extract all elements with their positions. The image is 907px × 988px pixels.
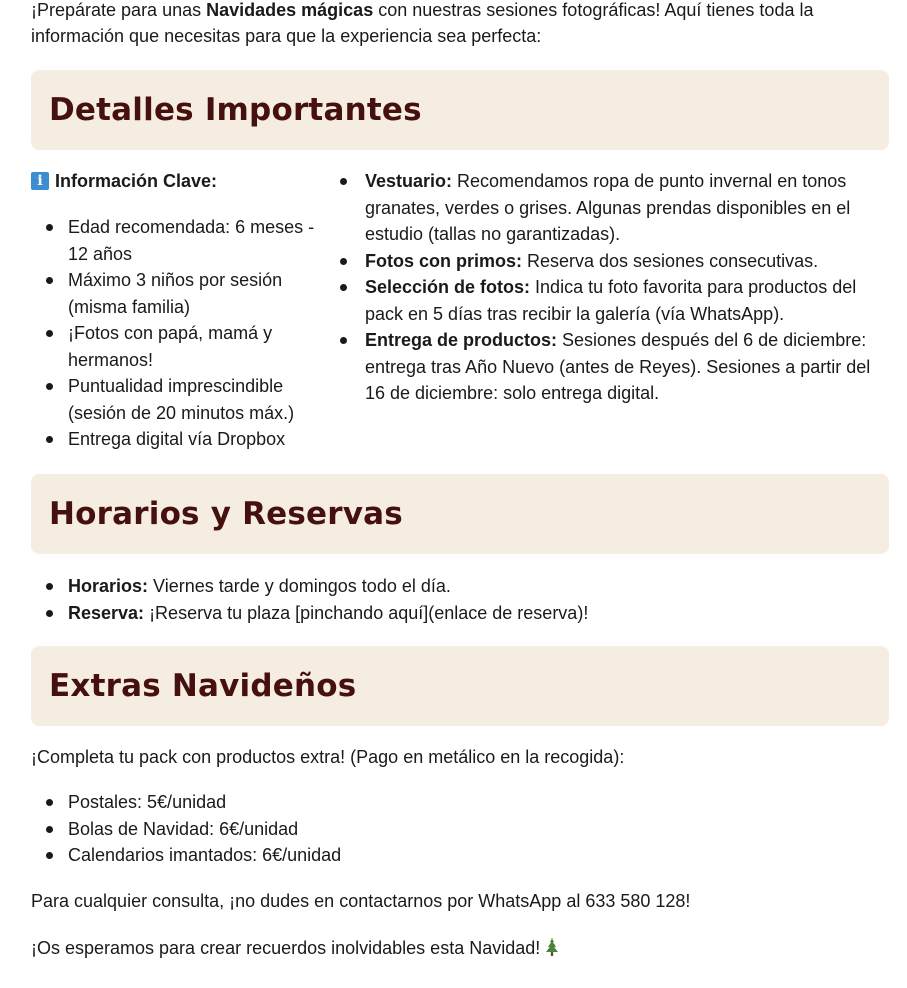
detail-entrega: Entrega de productos: Sesiones después del 6 de diciembre: entrega tras Año Nuevo (antes de Reyes). Sesiones a partir del 16 de diciembre: solo entrega digital. xyxy=(328,327,893,407)
list-item: Puntualidad imprescindible (sesión de 20 minutos máx.) xyxy=(31,373,321,426)
list-item: ¡Fotos con papá, mamá y hermanos! xyxy=(31,320,321,373)
key-info-list xyxy=(31,214,321,453)
schedule-booking: Reserva: ¡Reserva tu plaza [pinchando aquí](enlace de reserva)! xyxy=(31,600,889,627)
detail-primos: Fotos con primos: Reserva dos sesiones consecutivas. xyxy=(328,248,893,275)
list-item: Máximo 3 niños por sesión (misma familia) xyxy=(31,267,321,320)
details-section-header xyxy=(31,70,889,150)
schedule-section-header xyxy=(31,474,889,554)
extras-list xyxy=(31,789,889,869)
details-heading: Detalles Importantes xyxy=(49,92,422,128)
schedule-hours: Horarios: Viernes tarde y domingos todo el día. xyxy=(31,573,889,600)
detail-vestuario: Vestuario: Recomendamos ropa de punto invernal en tonos granates, verdes o grises. Algunas prendas disponibles en el estudio (tallas no garantizadas). xyxy=(328,168,893,248)
list-item: Bolas de Navidad: 6€/unidad xyxy=(31,816,889,843)
extras-intro: ¡Completa tu pack con productos extra! (Pago en metálico en la recogida): xyxy=(31,747,625,767)
list-item: Edad recomendada: 6 meses - 12 años xyxy=(31,214,321,267)
details-list xyxy=(328,168,893,407)
key-info-title: i Información Clave: xyxy=(31,168,321,194)
extras-heading: Extras Navideños xyxy=(49,668,357,704)
key-info-column xyxy=(31,168,321,453)
schedule-list xyxy=(31,573,889,626)
intro-paragraph: ¡Prepárate para unas Navidades mágicas con nuestras sesiones fotográficas! Aquí tienes toda la información que necesitas para que la experiencia sea perfecta: xyxy=(31,0,814,46)
info-icon: i xyxy=(31,172,49,190)
details-column xyxy=(328,168,893,407)
list-item: Entrega digital vía Dropbox xyxy=(31,426,321,453)
closing-paragraph: ¡Os esperamos para crear recuerdos inolvidables esta Navidad! xyxy=(31,935,889,961)
extras-section-header xyxy=(31,646,889,726)
christmas-tree-icon xyxy=(544,937,560,955)
schedule-heading: Horarios y Reservas xyxy=(49,496,403,532)
detail-seleccion: Selección de fotos: Indica tu foto favorita para productos del pack en 5 días tras recibir la galería (vía WhatsApp). xyxy=(328,274,893,327)
list-item: Postales: 5€/unidad xyxy=(31,789,889,816)
list-item: Calendarios imantados: 6€/unidad xyxy=(31,842,889,869)
contact-paragraph: Para cualquier consulta, ¡no dudes en contactarnos por WhatsApp al 633 580 128! xyxy=(31,891,691,911)
